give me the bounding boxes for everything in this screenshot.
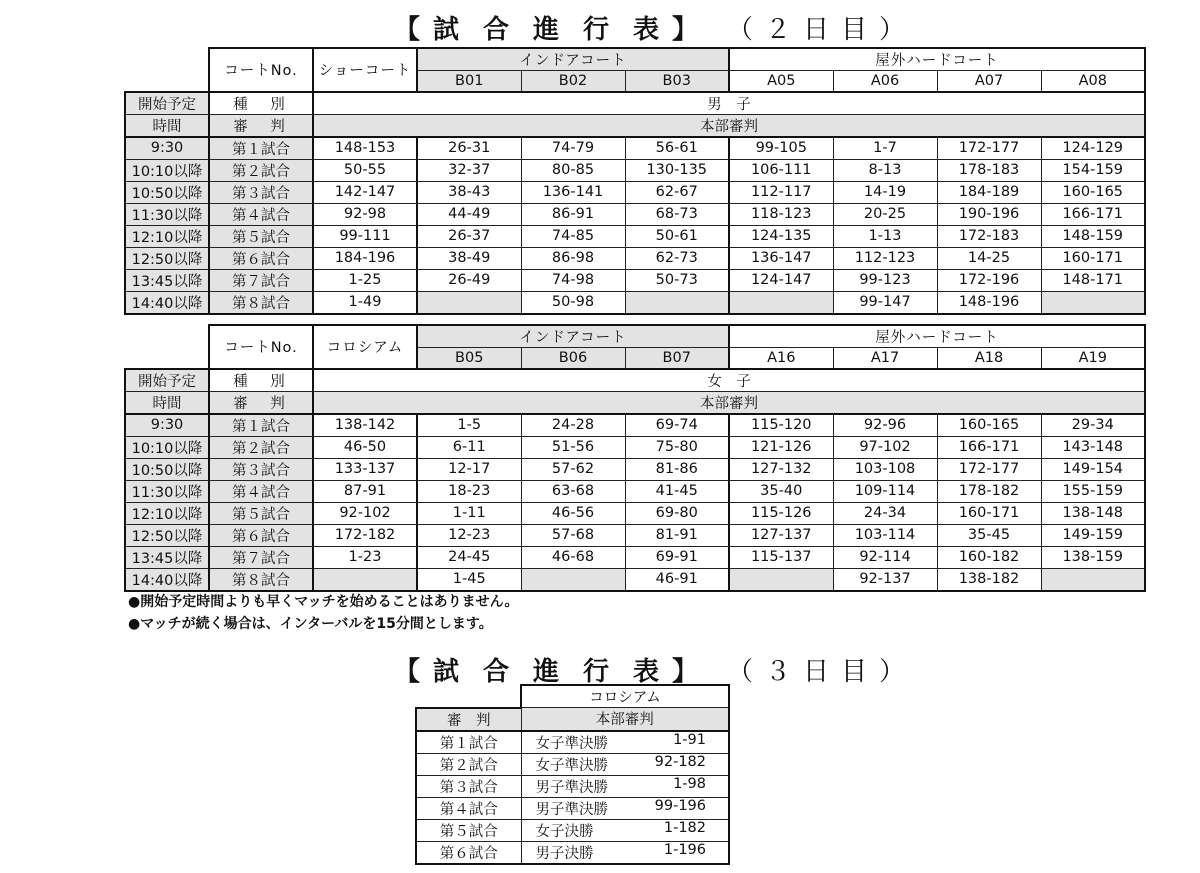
match-cell: 1-11 <box>417 502 521 524</box>
match-cell: 57-68 <box>521 524 625 546</box>
court-number: A18 <box>937 348 1041 369</box>
match-label: 第４試合 <box>416 797 521 819</box>
match-cell: 92-98 <box>313 203 417 225</box>
start-time-label: 開始予定 <box>125 92 209 115</box>
table-row <box>125 247 1145 269</box>
event-name: 男子決勝 <box>535 845 594 862</box>
table-row <box>416 775 729 797</box>
match-cell: 115-137 <box>729 546 833 568</box>
match-label: 第５試合 <box>209 225 313 247</box>
table-row <box>416 753 729 775</box>
match-cell: 118-123 <box>729 203 833 225</box>
match-cell <box>729 568 833 591</box>
match-cell: 92-96 <box>833 414 937 437</box>
match-cell: 112-117 <box>729 181 833 203</box>
start-time: 12:10以降 <box>125 502 209 524</box>
match-cell: 149-154 <box>1041 458 1145 480</box>
court-number: A16 <box>729 348 833 369</box>
match-cell: 20-25 <box>833 203 937 225</box>
match-cell: 103-114 <box>833 524 937 546</box>
court-no-label: コートNo. <box>209 48 313 92</box>
match-range: 1-98 <box>673 775 706 792</box>
court-number: B05 <box>417 348 521 369</box>
table-row <box>125 502 1145 524</box>
match-label: 第８試合 <box>209 568 313 591</box>
match-cell: 14-19 <box>833 181 937 203</box>
match-cell: 24-28 <box>521 414 625 437</box>
match-cell: 160-171 <box>1041 247 1145 269</box>
match-cell: 46-50 <box>313 436 417 458</box>
table-row <box>125 137 1145 160</box>
match-cell: 138-148 <box>1041 502 1145 524</box>
match-cell: 74-79 <box>521 137 625 160</box>
match-cell: 136-147 <box>729 247 833 269</box>
schedule-table-men <box>124 47 1146 315</box>
match-cell: 14-25 <box>937 247 1041 269</box>
match-cell: 106-111 <box>729 159 833 181</box>
category-value: 男 子 <box>313 92 1145 115</box>
start-time-label-2: 時間 <box>125 391 209 414</box>
category-value: 女 子 <box>313 369 1145 392</box>
match-label: 第２試合 <box>209 159 313 181</box>
start-time: 10:50以降 <box>125 458 209 480</box>
match-label: 第６試合 <box>209 524 313 546</box>
court-no-label: コートNo. <box>209 325 313 369</box>
table-row <box>125 269 1145 291</box>
start-time-label: 開始予定 <box>125 369 209 392</box>
match-cell: 127-137 <box>729 524 833 546</box>
match-range: 99-196 <box>654 797 706 814</box>
match-cell: 138-182 <box>937 568 1041 591</box>
match-cell <box>521 568 625 591</box>
match-cell: 92-102 <box>313 502 417 524</box>
court-number: A17 <box>833 348 937 369</box>
match-cell: 184-189 <box>937 181 1041 203</box>
match-cell: 81-86 <box>625 458 729 480</box>
match-cell: 148-159 <box>1041 225 1145 247</box>
day3-referee-label: 審 判 <box>416 708 521 731</box>
match-cell: 133-137 <box>313 458 417 480</box>
match-cell: 1-45 <box>417 568 521 591</box>
court-number: B03 <box>625 71 729 92</box>
referee-value: 本部審判 <box>313 114 1145 137</box>
match-range: 1-91 <box>673 731 706 748</box>
match-label: 第３試合 <box>416 775 521 797</box>
schedule-table-women <box>124 324 1146 592</box>
indoor-court-header: インドアコート <box>417 325 729 348</box>
table-row <box>416 797 729 819</box>
match-cell <box>313 568 417 591</box>
match-cell: 50-55 <box>313 159 417 181</box>
match-label: 第１試合 <box>416 731 521 754</box>
match-cell: 178-183 <box>937 159 1041 181</box>
day3-title: 【 試 合 進 行 表 】 （３日目） <box>393 651 917 688</box>
match-cell: 87-91 <box>313 480 417 502</box>
match-cell: 18-23 <box>417 480 521 502</box>
start-time: 14:40以降 <box>125 291 209 314</box>
match-cell: 127-132 <box>729 458 833 480</box>
table-row <box>125 181 1145 203</box>
court-number: B07 <box>625 348 729 369</box>
match-cell: 46-91 <box>625 568 729 591</box>
match-cell <box>1041 291 1145 314</box>
match-cell: 160-182 <box>937 546 1041 568</box>
match-cell: 124-129 <box>1041 137 1145 160</box>
start-time: 12:10以降 <box>125 225 209 247</box>
match-cell: 138-142 <box>313 414 417 437</box>
match-cell: 26-49 <box>417 269 521 291</box>
match-cell: 46-56 <box>521 502 625 524</box>
match-cell: 24-45 <box>417 546 521 568</box>
match-cell: 51-56 <box>521 436 625 458</box>
event-name: 女子決勝 <box>535 823 594 840</box>
court-number: A06 <box>833 71 937 92</box>
match-cell: 172-183 <box>937 225 1041 247</box>
match-cell: 38-49 <box>417 247 521 269</box>
table-row <box>416 819 729 841</box>
table-row <box>416 731 729 754</box>
category-label: 種 別 <box>209 92 313 115</box>
match-cell: 35-45 <box>937 524 1041 546</box>
match-cell: 112-123 <box>833 247 937 269</box>
start-time: 12:50以降 <box>125 247 209 269</box>
court-number: B02 <box>521 71 625 92</box>
match-cell: 124-147 <box>729 269 833 291</box>
match-cell: 41-45 <box>625 480 729 502</box>
match-cell: 38-43 <box>417 181 521 203</box>
table-row <box>125 458 1145 480</box>
court-number: B01 <box>417 71 521 92</box>
notes <box>128 591 519 635</box>
match-range: 1-196 <box>663 841 706 858</box>
match-label: 第３試合 <box>209 181 313 203</box>
table-row <box>125 291 1145 314</box>
match-cell: 143-148 <box>1041 436 1145 458</box>
match-cell: 26-31 <box>417 137 521 160</box>
match-cell: 103-108 <box>833 458 937 480</box>
match-cell: 148-153 <box>313 137 417 160</box>
match-label: 第３試合 <box>209 458 313 480</box>
table-row <box>125 480 1145 502</box>
match-cell: 81-91 <box>625 524 729 546</box>
match-cell: 69-91 <box>625 546 729 568</box>
note-1: ●開始予定時間よりも早くマッチを始めることはありません。 <box>128 594 519 610</box>
table-row <box>125 414 1145 437</box>
match-cell: 92-137 <box>833 568 937 591</box>
match-cell: 69-74 <box>625 414 729 437</box>
start-time: 10:10以降 <box>125 159 209 181</box>
match-cell: 99-147 <box>833 291 937 314</box>
start-time: 10:50以降 <box>125 181 209 203</box>
table-row <box>416 841 729 864</box>
main-court-header: ショーコート <box>313 48 417 92</box>
match-label: 第２試合 <box>416 753 521 775</box>
match-cell: 130-135 <box>625 159 729 181</box>
day3-court-header: コロシアム <box>521 685 729 708</box>
match-cell: 29-34 <box>1041 414 1145 437</box>
match-label: 第５試合 <box>209 502 313 524</box>
match-cell: 109-114 <box>833 480 937 502</box>
match-cell: 69-80 <box>625 502 729 524</box>
day3-referee-value: 本部審判 <box>521 708 729 731</box>
match-cell: 50-61 <box>625 225 729 247</box>
match-cell: 97-102 <box>833 436 937 458</box>
start-time-label-2: 時間 <box>125 114 209 137</box>
match-cell: 57-62 <box>521 458 625 480</box>
match-cell: 86-98 <box>521 247 625 269</box>
match-cell: 80-85 <box>521 159 625 181</box>
match-cell: 62-67 <box>625 181 729 203</box>
table-row <box>125 436 1145 458</box>
match-cell: 99-123 <box>833 269 937 291</box>
match-cell: 178-182 <box>937 480 1041 502</box>
match-label: 第４試合 <box>209 480 313 502</box>
match-cell: 172-177 <box>937 137 1041 160</box>
match-cell: 160-171 <box>937 502 1041 524</box>
event-name: 女子準決勝 <box>535 735 608 752</box>
match-cell: 74-98 <box>521 269 625 291</box>
outdoor-court-header: 屋外ハードコート <box>729 48 1145 71</box>
match-cell: 1-49 <box>313 291 417 314</box>
start-time: 11:30以降 <box>125 480 209 502</box>
match-cell <box>729 291 833 314</box>
note-2: ●マッチが続く場合は、インターバルを15分間とします。 <box>128 616 493 632</box>
match-cell <box>1041 568 1145 591</box>
table-row <box>125 159 1145 181</box>
match-cell: 24-34 <box>833 502 937 524</box>
match-cell: 92-114 <box>833 546 937 568</box>
match-cell: 184-196 <box>313 247 417 269</box>
match-cell: 1-25 <box>313 269 417 291</box>
match-label: 第１試合 <box>209 137 313 160</box>
match-cell: 148-196 <box>937 291 1041 314</box>
table-row <box>125 225 1145 247</box>
court-number: A08 <box>1041 71 1145 92</box>
referee-value: 本部審判 <box>313 391 1145 414</box>
match-cell: 166-171 <box>1041 203 1145 225</box>
match-cell: 138-159 <box>1041 546 1145 568</box>
day2-label: （２日目） <box>727 15 918 45</box>
match-cell: 190-196 <box>937 203 1041 225</box>
match-cell: 50-73 <box>625 269 729 291</box>
match-cell: 148-171 <box>1041 269 1145 291</box>
match-cell: 155-159 <box>1041 480 1145 502</box>
event-name: 女子準決勝 <box>535 757 608 774</box>
match-label: 第６試合 <box>209 247 313 269</box>
match-label: 第５試合 <box>416 819 521 841</box>
match-cell <box>625 291 729 314</box>
category-label: 種 別 <box>209 369 313 392</box>
day2-title: 【 試 合 進 行 表 】 （２日目） <box>393 9 917 46</box>
match-cell: 6-11 <box>417 436 521 458</box>
start-time: 9:30 <box>125 137 209 160</box>
court-number: A05 <box>729 71 833 92</box>
match-cell: 99-111 <box>313 225 417 247</box>
day3-label: （３日目） <box>727 657 918 687</box>
match-cell: 99-105 <box>729 137 833 160</box>
court-number: A19 <box>1041 348 1145 369</box>
match-cell: 62-73 <box>625 247 729 269</box>
event-name: 男子準決勝 <box>535 779 608 796</box>
outdoor-court-header: 屋外ハードコート <box>729 325 1145 348</box>
table-row <box>125 524 1145 546</box>
table-row <box>125 568 1145 591</box>
match-cell: 136-141 <box>521 181 625 203</box>
match-cell: 1-13 <box>833 225 937 247</box>
match-range: 1-182 <box>663 819 706 836</box>
table-row <box>125 546 1145 568</box>
match-cell: 8-13 <box>833 159 937 181</box>
start-time: 14:40以降 <box>125 568 209 591</box>
match-cell: 26-37 <box>417 225 521 247</box>
match-label: 第６試合 <box>416 841 521 864</box>
match-label: 第２試合 <box>209 436 313 458</box>
match-cell: 44-49 <box>417 203 521 225</box>
match-label: 第４試合 <box>209 203 313 225</box>
match-cell: 160-165 <box>937 414 1041 437</box>
start-time: 13:45以降 <box>125 546 209 568</box>
match-label: 第７試合 <box>209 546 313 568</box>
match-cell: 46-68 <box>521 546 625 568</box>
schedule-table-day3 <box>415 684 730 865</box>
match-cell: 142-147 <box>313 181 417 203</box>
match-range: 92-182 <box>654 753 706 770</box>
match-cell: 172-182 <box>313 524 417 546</box>
match-cell: 1-23 <box>313 546 417 568</box>
start-time: 9:30 <box>125 414 209 437</box>
match-label: 第７試合 <box>209 269 313 291</box>
indoor-court-header: インドアコート <box>417 48 729 71</box>
match-cell: 68-73 <box>625 203 729 225</box>
start-time: 12:50以降 <box>125 524 209 546</box>
event-name: 男子準決勝 <box>535 801 608 818</box>
match-cell: 115-126 <box>729 502 833 524</box>
table-row <box>125 203 1145 225</box>
match-cell: 74-85 <box>521 225 625 247</box>
start-time: 11:30以降 <box>125 203 209 225</box>
match-cell: 86-91 <box>521 203 625 225</box>
match-cell: 172-177 <box>937 458 1041 480</box>
match-label: 第８試合 <box>209 291 313 314</box>
referee-label: 審 判 <box>209 114 313 137</box>
match-cell: 12-17 <box>417 458 521 480</box>
match-cell: 166-171 <box>937 436 1041 458</box>
court-number: A07 <box>937 71 1041 92</box>
match-cell <box>417 291 521 314</box>
match-cell: 121-126 <box>729 436 833 458</box>
match-cell: 160-165 <box>1041 181 1145 203</box>
match-label: 第１試合 <box>209 414 313 437</box>
referee-label: 審 判 <box>209 391 313 414</box>
match-cell: 154-159 <box>1041 159 1145 181</box>
start-time: 13:45以降 <box>125 269 209 291</box>
match-cell: 12-23 <box>417 524 521 546</box>
match-cell: 149-159 <box>1041 524 1145 546</box>
match-cell: 172-196 <box>937 269 1041 291</box>
match-cell: 32-37 <box>417 159 521 181</box>
match-cell: 35-40 <box>729 480 833 502</box>
match-cell: 1-5 <box>417 414 521 437</box>
match-cell: 124-135 <box>729 225 833 247</box>
match-cell: 50-98 <box>521 291 625 314</box>
start-time: 10:10以降 <box>125 436 209 458</box>
match-cell: 115-120 <box>729 414 833 437</box>
match-cell: 56-61 <box>625 137 729 160</box>
main-court-header: コロシアム <box>313 325 417 369</box>
court-number: B06 <box>521 348 625 369</box>
match-cell: 63-68 <box>521 480 625 502</box>
match-cell: 1-7 <box>833 137 937 160</box>
match-cell: 75-80 <box>625 436 729 458</box>
